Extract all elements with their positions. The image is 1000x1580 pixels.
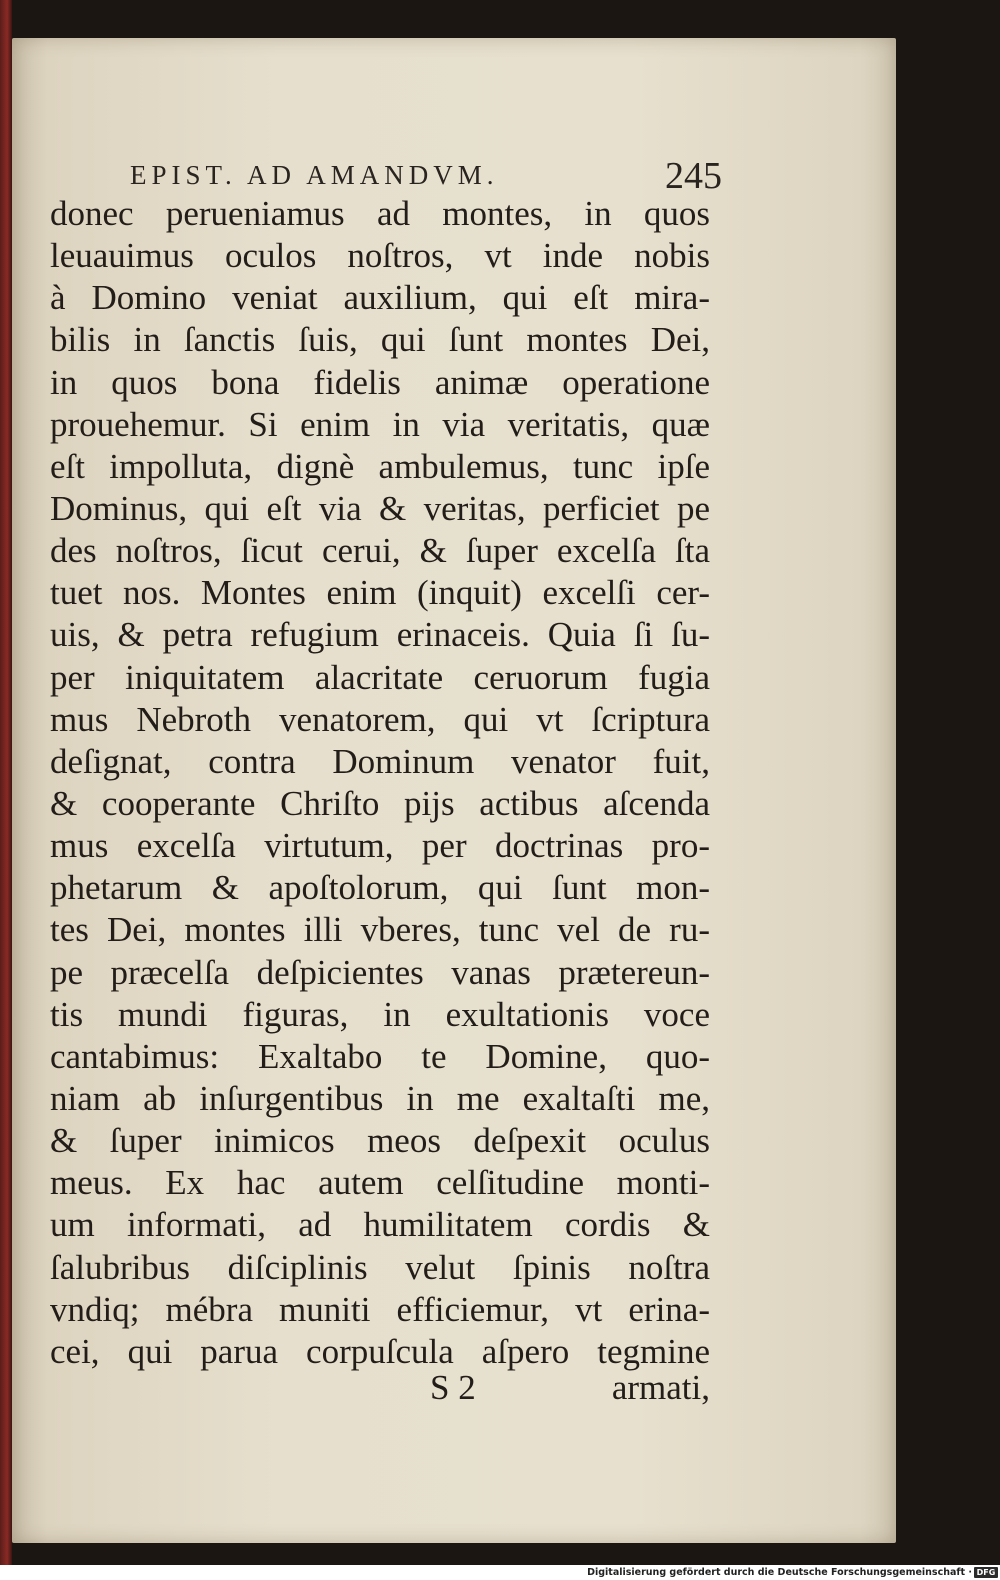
- text-line: niam ab inſurgentibus in me exaltaſti me,: [50, 1078, 710, 1118]
- text-line: mus Nebroth venatorem, qui vt ſcriptura: [50, 699, 710, 739]
- dfg-logo: DFG: [974, 1567, 998, 1578]
- body-text: [50, 193, 710, 1373]
- text-line: deſignat, contra Dominum venator fuit,: [50, 741, 710, 781]
- text-line: eſt impolluta, dignè ambulemus, tunc ipſe: [50, 446, 710, 486]
- text-line: vndiq; mébra muniti efficiemur, vt erina-: [50, 1289, 710, 1329]
- text-line: ſalubribus diſciplinis velut ſpinis noſtra: [50, 1247, 710, 1287]
- text-line: leuauimus oculos noſtros, vt inde nobis: [50, 236, 710, 276]
- page-footer: [50, 1368, 710, 1412]
- text-line: pe præcelſa deſpicientes vanas prætereun-: [50, 952, 710, 992]
- book-page: [12, 38, 896, 1543]
- text-line: des noſtros, ſicut cerui, & ſuper excelſa ſta: [50, 531, 710, 571]
- catchword: armati,: [611, 1368, 710, 1407]
- text-line: donec perueniamus ad montes, in quos: [50, 194, 710, 233]
- binding-edge: [0, 0, 12, 1565]
- text-line: tis mundi figuras, in exultationis voce: [50, 994, 710, 1034]
- text-line: Dominus, qui eſt via & veritas, perficiet pe: [50, 488, 710, 528]
- text-line: per iniquitatem alacritate ceruorum fugia: [50, 657, 710, 697]
- funding-credit: Digitalisierung gefördert durch die Deutsche Forschungsgemeinschaft ·: [587, 1567, 972, 1578]
- text-line: phetarum & apoſtolorum, qui ſunt mon-: [50, 868, 710, 908]
- text-line: & ſuper inimicos meos deſpexit oculus: [50, 1121, 710, 1161]
- credit-bar: [0, 1565, 1000, 1580]
- text-line: tuet nos. Montes enim (inquit) excelſi cer-: [50, 573, 710, 613]
- text-line: tes Dei, montes illi vberes, tunc vel de ru-: [50, 910, 710, 950]
- text-line: bilis in ſanctis ſuis, qui ſunt montes Dei,: [50, 320, 710, 360]
- text-line: uis, & petra refugium erinaceis. Quia ſi ſu-: [50, 615, 710, 655]
- text-line: cantabimus: Exaltabo te Domine, quo-: [50, 1036, 710, 1076]
- text-line: mus excelſa virtutum, per doctrinas pro-: [50, 826, 710, 866]
- text-line: meus. Ex hac autem celſitudine monti-: [50, 1163, 710, 1203]
- running-head: EPIST. AD AMANDVM.: [130, 160, 499, 190]
- page-header: [130, 156, 720, 196]
- page-number: 245: [665, 155, 722, 197]
- text-line: um informati, ad humilitatem cordis &: [50, 1205, 710, 1245]
- text-line: à Domino veniat auxilium, qui eſt mira-: [50, 278, 710, 318]
- text-line: prouehemur. Si enim in via veritatis, quæ: [50, 404, 710, 444]
- text-line: & cooperante Chriſto pijs actibus aſcenda: [50, 783, 710, 823]
- text-line: in quos bona fidelis animæ operatione: [50, 362, 710, 402]
- text-line: cei, qui parua corpuſcula aſpero tegmine: [50, 1331, 710, 1371]
- signature-mark: S 2: [430, 1368, 476, 1407]
